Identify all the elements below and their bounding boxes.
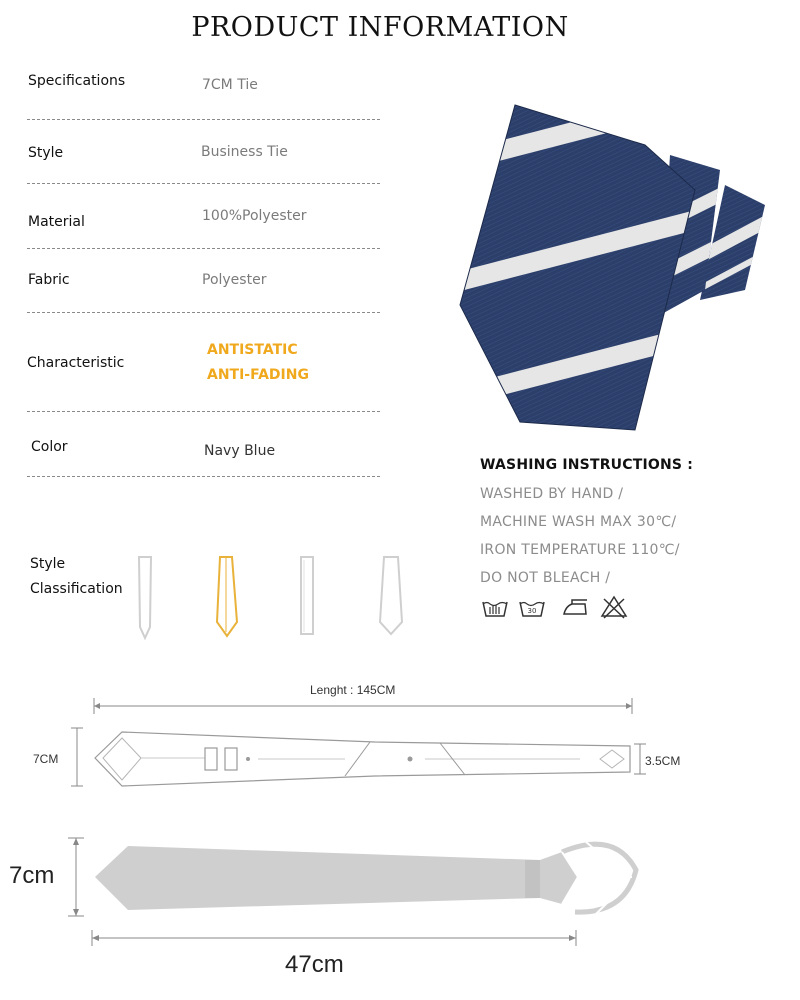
spec-label-color: Color (31, 439, 68, 455)
tie-blade-diagram (0, 830, 800, 960)
style-option-slim-tie[interactable] (130, 552, 160, 642)
blade-length-label: 47cm (285, 951, 344, 978)
divider (27, 248, 380, 249)
divider (27, 312, 380, 313)
spec-label-specifications: Specifications (28, 73, 126, 89)
spec-value-color: Navy Blue (204, 443, 276, 459)
blade-width-label: 7cm (9, 862, 55, 889)
spec-value-anti-fading: ANTI-FADING (207, 367, 309, 383)
product-tie-image (455, 100, 775, 430)
style-option-selected-tie[interactable] (210, 552, 244, 642)
style-classification-label-line2: Classification (30, 581, 123, 597)
no-bleach-icon (599, 594, 629, 620)
spec-value-style: Business Tie (201, 144, 288, 160)
wash-temp-text: 30 (527, 607, 537, 615)
spec-value-material: 100%Polyester (202, 208, 307, 224)
spec-label-fabric: Fabric (28, 272, 70, 288)
machine-wash-30-icon (517, 594, 547, 620)
spec-label-material: Material (28, 214, 85, 230)
divider (27, 183, 380, 184)
divider (27, 476, 380, 477)
washing-instructions-heading: WASHING INSTRUCTIONS : (480, 457, 694, 473)
hand-wash-icon (480, 594, 510, 620)
right-width-label: 3.5CM (645, 754, 681, 768)
washing-item-bleach: DO NOT BLEACH / (480, 570, 611, 586)
spec-label-characteristic: Characteristic (27, 355, 125, 371)
iron-icon (560, 594, 590, 620)
spec-value-fabric: Polyester (202, 272, 267, 288)
divider (27, 119, 380, 120)
page-title: PRODUCT INFORMATION (191, 12, 569, 43)
spec-label-style: Style (28, 145, 64, 161)
style-classification-label-line1: Style (30, 556, 66, 572)
washing-item-iron: IRON TEMPERATURE 110℃/ (480, 542, 680, 558)
washing-item-hand: WASHED BY HAND / (480, 486, 624, 502)
style-option-straight-tie[interactable] (292, 552, 322, 642)
spec-value-specifications: 7CM Tie (202, 77, 258, 93)
tie-length-diagram (0, 690, 800, 800)
length-label: Lenght : 145CM (310, 683, 396, 697)
divider (27, 411, 380, 412)
spec-value-antistatic: ANTISTATIC (207, 342, 298, 358)
washing-item-machine: MACHINE WASH MAX 30℃/ (480, 514, 677, 530)
style-option-wide-tie[interactable] (374, 552, 408, 642)
left-width-label: 7CM (33, 752, 59, 766)
